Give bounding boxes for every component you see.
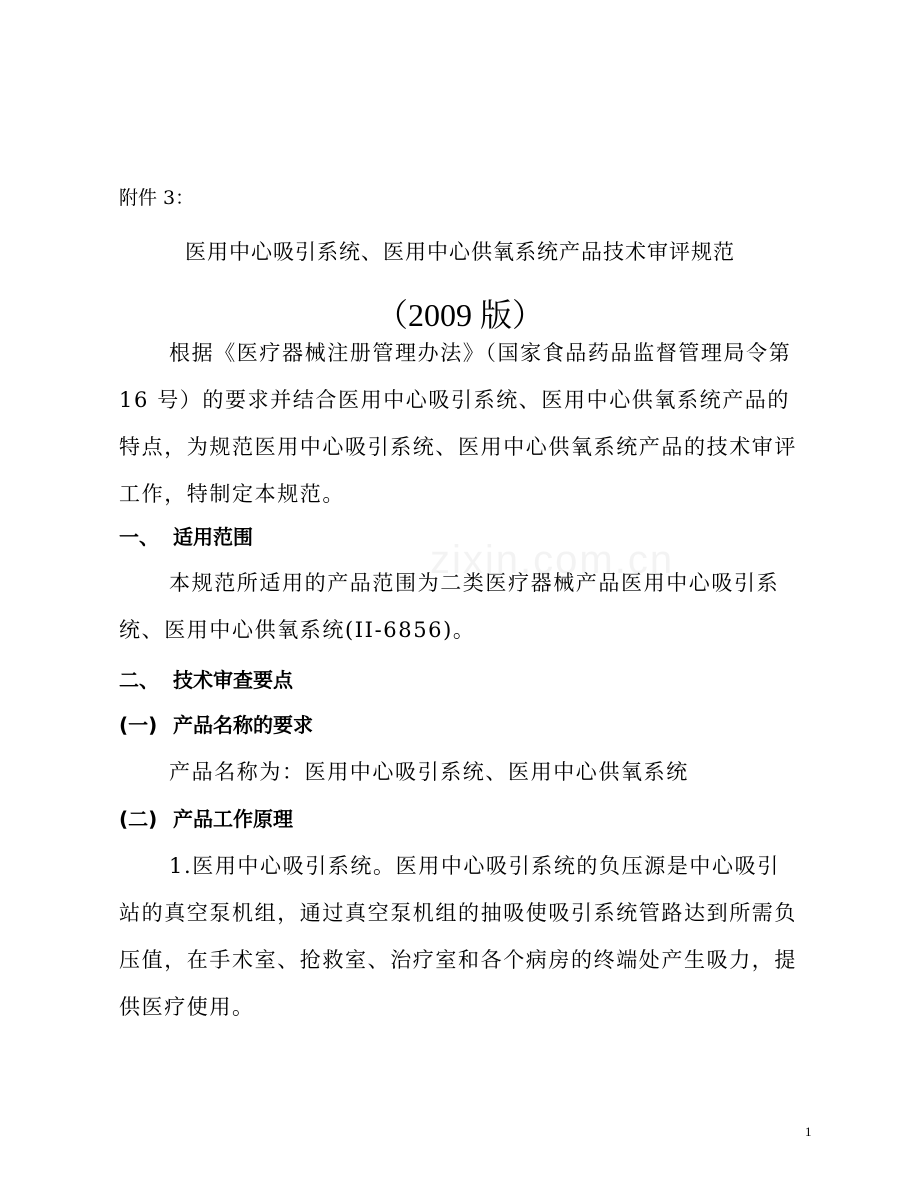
- section-1-body: 本规范所适用的产品范围为二类医疗器械产品医用中心吸引系统、医用中心供氧系统(II-6856)。: [119, 571, 780, 642]
- subsection-1-title: 产品名称的要求: [173, 713, 313, 737]
- subsection-2-heading: [119, 803, 293, 832]
- section-2-title: 技术审查要点: [173, 668, 293, 692]
- section-2-heading: [119, 664, 293, 693]
- subsection-1-number: (一): [119, 713, 158, 737]
- watermark: zixin.com.cn: [430, 538, 675, 582]
- intro-paragraph: 根据《医疗器械注册管理办法》（国家食品药品监督管理局令第 16 号）的要求并结合医用中心吸引系统、医用中心供氧系统产品的特点，为规范医用中心吸引系统、医用中心供氧系统产品的技术审评工作，特制定本规范。: [119, 341, 797, 506]
- document-version: （2009 版）: [375, 297, 544, 333]
- subsection-2-title: 产品工作原理: [173, 807, 293, 831]
- subsection-1-body: 产品名称为：医用中心吸引系统、医用中心供氧系统: [169, 760, 689, 784]
- section-2-number: 二、: [119, 668, 159, 692]
- section-1-heading: [119, 521, 253, 550]
- document-title: 医用中心吸引系统、医用中心供氧系统产品技术审评规范: [185, 240, 735, 264]
- subsection-2-body: 1.医用中心吸引系统。医用中心吸引系统的负压源是中心吸引站的真空泵机组，通过真空泵机组的抽吸使吸引系统管路达到所需负压值，在手术室、抢救室、治疗室和各个病房的终端处产生吸力，提供医疗使用。: [119, 854, 797, 1019]
- attachment-label: 附件 3：: [119, 187, 195, 209]
- subsection-1-heading: [119, 709, 313, 738]
- section-1-number: 一、: [119, 525, 159, 549]
- section-1-title: 适用范围: [173, 525, 253, 549]
- subsection-2-number: (二): [119, 807, 158, 831]
- page-number: 1: [805, 1124, 812, 1139]
